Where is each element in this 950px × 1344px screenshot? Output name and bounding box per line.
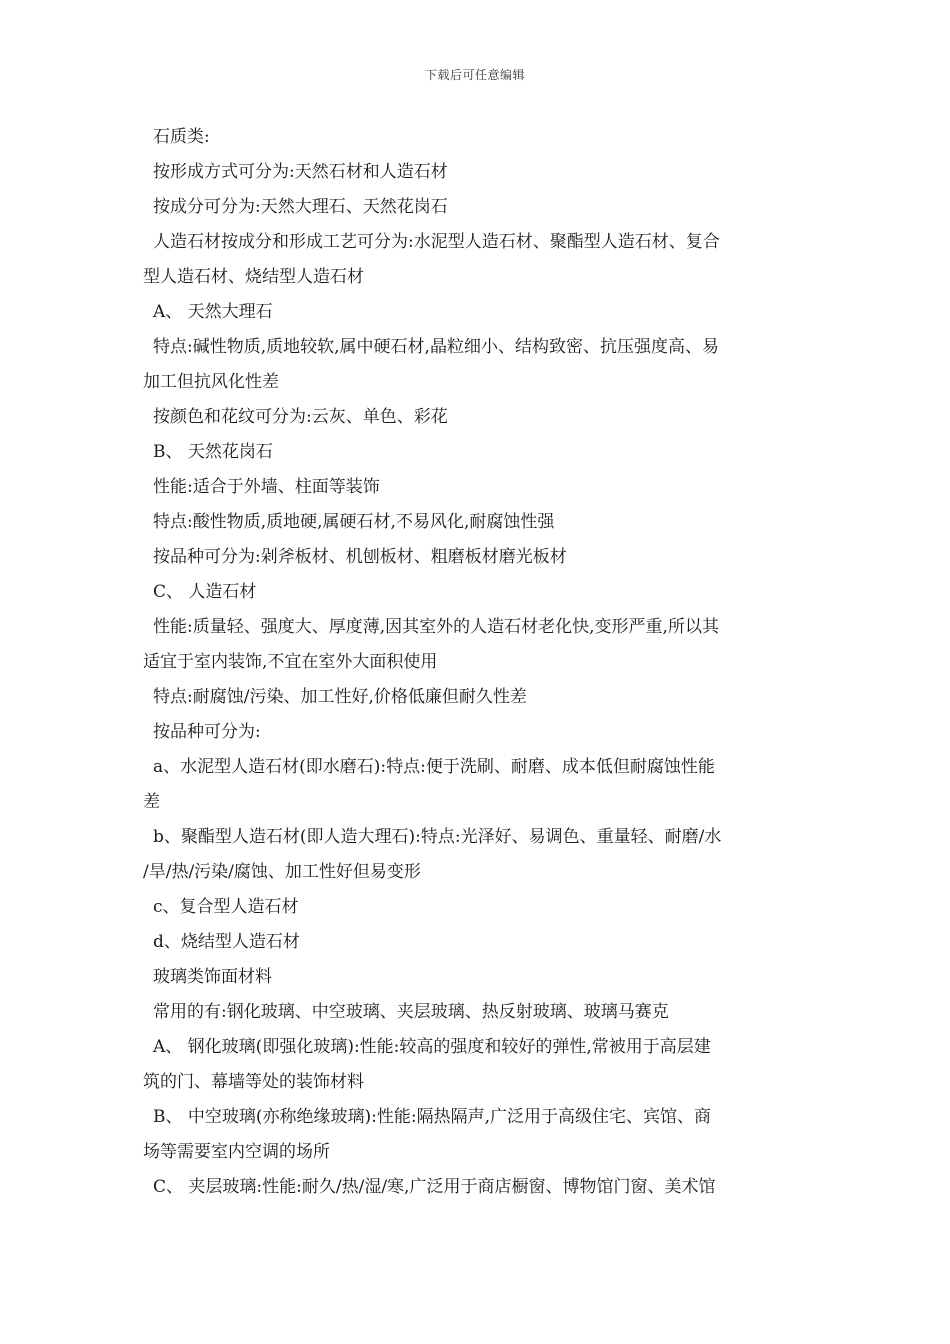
text-line: 特点:耐腐蚀/污染、加工性好,价格低廉但耐久性差 [153, 687, 527, 707]
text-line: 玻璃类饰面材料 [153, 967, 272, 987]
document-body [143, 120, 809, 1205]
text-line: b、聚酯型人造石材(即人造大理石):特点:光泽好、易调色、重量轻、耐磨/水 [153, 827, 722, 847]
text-line: 场等需要室内空调的场所 [143, 1142, 330, 1162]
text-line: 按成分可分为:天然大理石、天然花岗石 [153, 197, 448, 217]
text-line: c、复合型人造石材 [153, 897, 299, 917]
page-header: 下载后可任意编辑 [424, 68, 525, 82]
text-line: B、 天然花岗石 [153, 442, 273, 462]
text-line: 性能:质量轻、强度大、厚度薄,因其室外的人造石材老化快,变形严重,所以其 [153, 617, 719, 637]
text-line: 性能:适合于外墙、柱面等装饰 [153, 477, 380, 497]
text-line: 筑的门、幕墙等处的装饰材料 [143, 1072, 364, 1092]
text-line: C、 夹层玻璃:性能:耐久/热/湿/寒,广泛用于商店橱窗、博物馆门窗、美术馆 [153, 1177, 716, 1197]
text-line: 按品种可分为: [153, 722, 261, 742]
text-line: /旱/热/污染/腐蚀、加工性好但易变形 [143, 862, 421, 882]
text-line: d、烧结型人造石材 [153, 932, 300, 952]
text-line: 适宜于室内装饰,不宜在室外大面积使用 [143, 652, 438, 672]
text-line: 型人造石材、烧结型人造石材 [143, 267, 364, 287]
text-line: 人造石材按成分和形成工艺可分为:水泥型人造石材、聚酯型人造石材、复合 [153, 232, 720, 252]
text-line: a、水泥型人造石材(即水磨石):特点:便于洗刷、耐磨、成本低但耐腐蚀性能 [153, 757, 715, 777]
text-line: 按形成方式可分为:天然石材和人造石材 [153, 162, 448, 182]
text-line: C、 人造石材 [153, 582, 257, 602]
text-line: 差 [143, 792, 160, 812]
text-line: 特点:酸性物质,质地硬,属硬石材,不易风化,耐腐蚀性强 [153, 512, 555, 532]
text-line: B、 中空玻璃(亦称绝缘玻璃):性能:隔热隔声,广泛用于高级住宅、宾馆、商 [153, 1107, 712, 1127]
text-line: A、 天然大理石 [153, 302, 273, 322]
text-line: 按颜色和花纹可分为:云灰、单色、彩花 [153, 407, 448, 427]
text-line: A、 钢化玻璃(即强化玻璃):性能:较高的强度和较好的弹性,常被用于高层建 [153, 1037, 711, 1057]
text-line: 加工但抗风化性差 [143, 372, 279, 392]
text-line: 常用的有:钢化玻璃、中空玻璃、夹层玻璃、热反射玻璃、玻璃马赛克 [153, 1002, 669, 1022]
text-line: 特点:碱性物质,质地较软,属中硬石材,晶粒细小、结构致密、抗压强度高、易 [153, 337, 719, 357]
text-line: 按品种可分为:剁斧板材、机刨板材、粗磨板材磨光板材 [153, 547, 567, 567]
text-line: 石质类: [153, 127, 210, 147]
